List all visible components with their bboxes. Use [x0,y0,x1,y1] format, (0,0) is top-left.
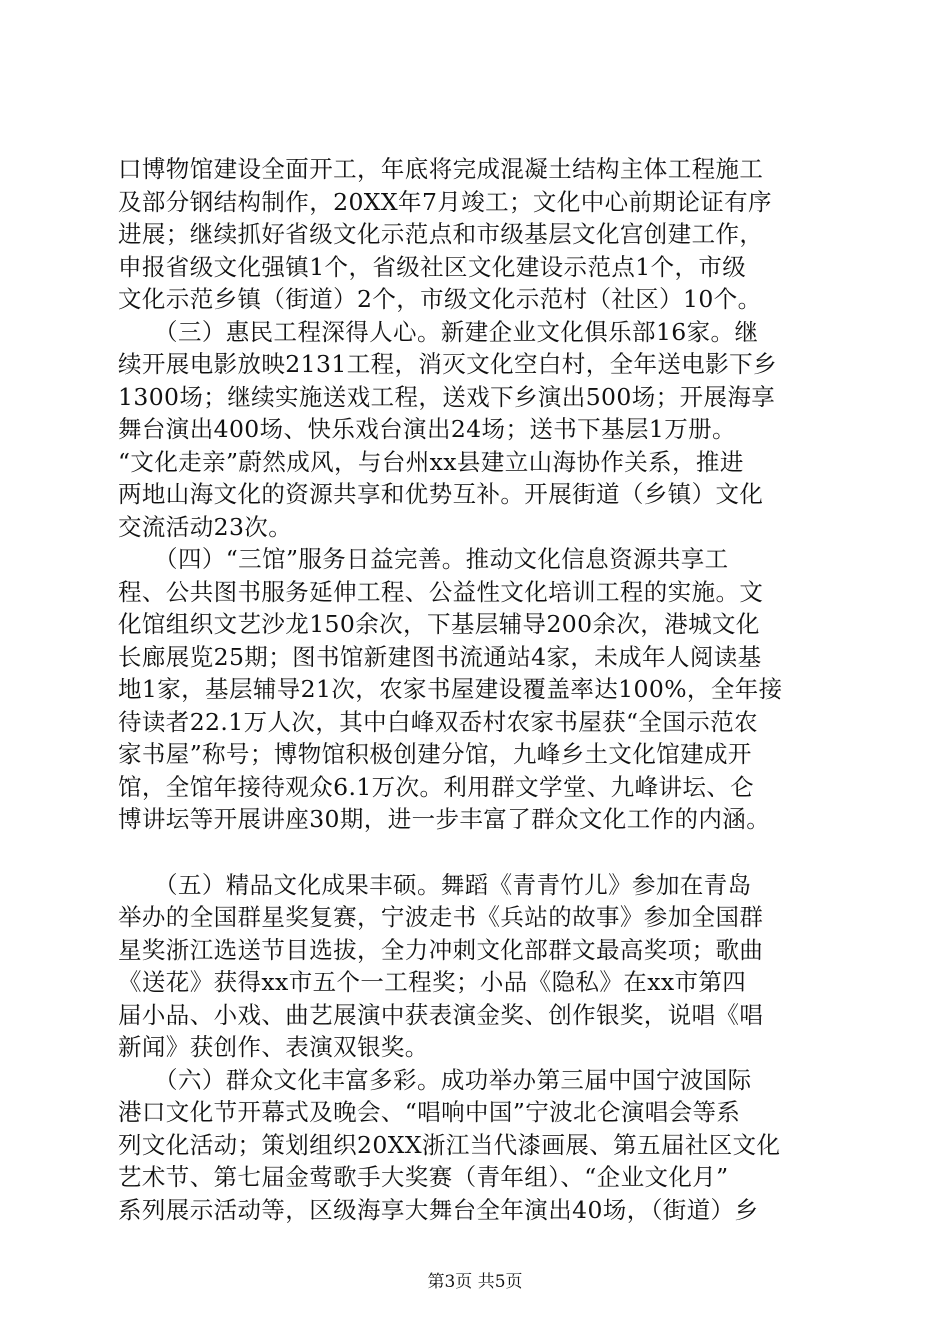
text-line: 列文化活动；策划组织20XX浙江当代漆画展、第五届社区文化 [118,1130,781,1159]
text-line: 舞台演出400场、快乐戏台演出24场；送书下基层1万册。 [118,415,736,443]
text-line: 续开展电影放映2131工程，消灭文化空白村，全年送电影下乡 [118,350,777,378]
text-line: （六）群众文化丰富多彩。成功举办第三届中国宁波国际 [118,1065,752,1094]
text-line: 及部分钢结构制作，20XX年7月竣工；文化中心前期论证有序 [118,187,772,216]
text-line: 星奖浙江选送节目选拔，全力冲刺文化部群文最高奖项；歌曲 [118,935,764,964]
text-line: （四）“三馆”服务日益完善。推动文化信息资源共享工 [118,545,729,573]
text-line: 进展；继续抓好省级文化示范点和市级基层文化宫创建工作， [118,220,764,248]
text-line: 交流活动23次。 [118,512,293,541]
text-line: 程、公共图书服务延伸工程、公益性文化培训工程的实施。文 [118,577,764,606]
text-line: 《送花》获得xx市五个一工程奖；小品《隐私》在xx市第四 [118,968,747,996]
text-line: 博讲坛等开展讲座30期，进一步丰富了群众文化工作的内涵。 [118,805,771,833]
page-footer: 第3页 共5页 [427,1272,523,1292]
text-line: 口博物馆建设全面开工，年底将完成混凝土结构主体工程施工 [118,155,764,183]
text-line: 文化示范乡镇（街道）2个，市级文化示范村（社区）10个。 [118,285,762,313]
paragraph-gap [118,836,834,869]
text-line: 新闻》获创作、表演双银奖。 [118,1033,429,1061]
text-line: 港口文化节开幕式及晚会、“唱响中国”宁波北仑演唱会等系 [118,1098,741,1126]
text-line: 举办的全国群星奖复赛，宁波走书《兵站的故事》参加全国群 [118,903,764,931]
text-line: 届小品、小戏、曲艺展演中获表演金奖、创作银奖，说唱《唱 [118,1000,764,1029]
text-line: 申报省级文化强镇1个，省级社区文化建设示范点1个，市级 [118,252,747,281]
text-line: 长廊展览25期；图书馆新建图书流通站4家，未成年人阅读基 [118,642,762,671]
text-line: （三）惠民工程深得人心。新建企业文化俱乐部16家。继 [118,317,759,346]
text-line: 家书屋”称号；博物馆积极创建分馆，九峰乡土文化馆建成开 [118,740,752,768]
text-line: 待读者22.1万人次，其中白峰双岙村农家书屋获“全国示范农 [118,707,758,736]
text-line: 地1家，基层辅导21次，农家书屋建设覆盖率达100%，全年接 [118,675,783,703]
text-line: 系列展示活动等，区级海享大舞台全年演出40场，（街道）乡 [118,1195,759,1224]
body-text [118,153,834,1226]
text-line: 1300场；继续实施送戏工程，送戏下乡演出500场；开展海享 [118,382,776,411]
text-line: 两地山海文化的资源共享和优势互补。开展街道（乡镇）文化 [118,480,764,508]
text-line: “文化走亲”蔚然成风，与台州xx县建立山海协作关系，推进 [118,447,744,476]
text-line: 艺术节、第七届金莺歌手大奖赛（青年组）、“企业文化月” [118,1163,729,1191]
text-line: 馆，全馆年接待观众6.1万次。利用群文学堂、九峰讲坛、仑 [118,772,755,801]
text-line: 化馆组织文艺沙龙150余次，下基层辅导200余次，港城文化 [118,610,760,638]
text-line: （五）精品文化成果丰硕。舞蹈《青青竹儿》参加在青岛 [118,870,752,899]
